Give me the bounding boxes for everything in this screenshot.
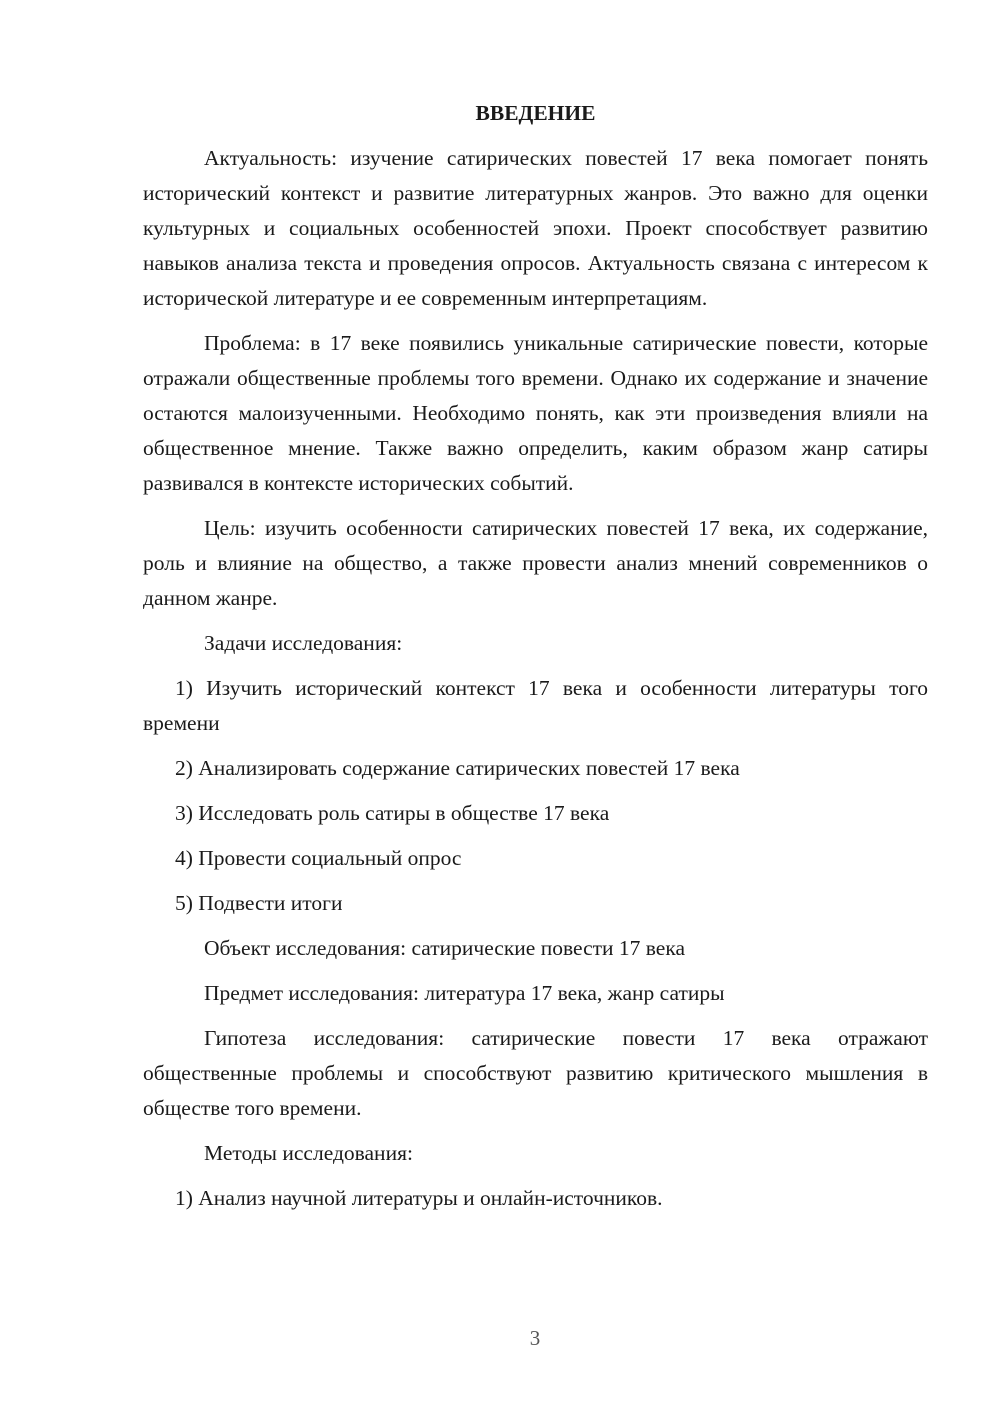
page-content <box>143 96 928 1226</box>
task-item-2: 2) Анализировать содержание сатирических повестей 17 века <box>175 756 740 780</box>
hypothesis-paragraph: Гипотеза исследования: сатирические повести 17 века отражают общественные проблемы и способствуют развитию критического мышления в обществе того времени. <box>143 1026 928 1120</box>
page-number: 3 <box>529 1326 541 1350</box>
relevance-paragraph: Актуальность: изучение сатирических повестей 17 века помогает понять исторический контекст и развитие литературных жанров. Это важно для оценки культурных и социальных особенностей эпохи. Проект способствует развитию навыков анализа текста и проведения опросов. Актуальность связана с интересом к исторической литературе и ее современным интерпретациям. <box>143 146 928 310</box>
page-title: ВВЕДЕНИЕ <box>475 101 596 125</box>
task-item-3: 3) Исследовать роль сатиры в обществе 17 века <box>175 801 610 825</box>
task-item-4: 4) Провести социальный опрос <box>175 846 462 870</box>
task-item-5: 5) Подвести итоги <box>175 891 343 915</box>
research-object: Объект исследования: сатирические повести 17 века <box>204 936 685 960</box>
goal-paragraph: Цель: изучить особенности сатирических повестей 17 века, их содержание, роль и влияние на общество, а также провести анализ мнений современников о данном жанре. <box>143 516 928 610</box>
research-subject: Предмет исследования: литература 17 века, жанр сатиры <box>204 981 725 1005</box>
method-item-1: 1) Анализ научной литературы и онлайн-источников. <box>175 1186 663 1210</box>
task-item-1: 1) Изучить исторический контекст 17 века и особенности литературы того времени <box>143 676 928 735</box>
methods-heading: Методы исследования: <box>204 1141 413 1165</box>
problem-paragraph: Проблема: в 17 веке появились уникальные сатирические повести, которые отражали общественные проблемы того времени. Однако их содержание и значение остаются малоизученными. Необходимо понять, как эти произведения влияли на общественное мнение. Также важно определить, каким образом жанр сатиры развивался в контексте исторических событий. <box>143 331 928 495</box>
tasks-heading: Задачи исследования: <box>204 631 403 655</box>
